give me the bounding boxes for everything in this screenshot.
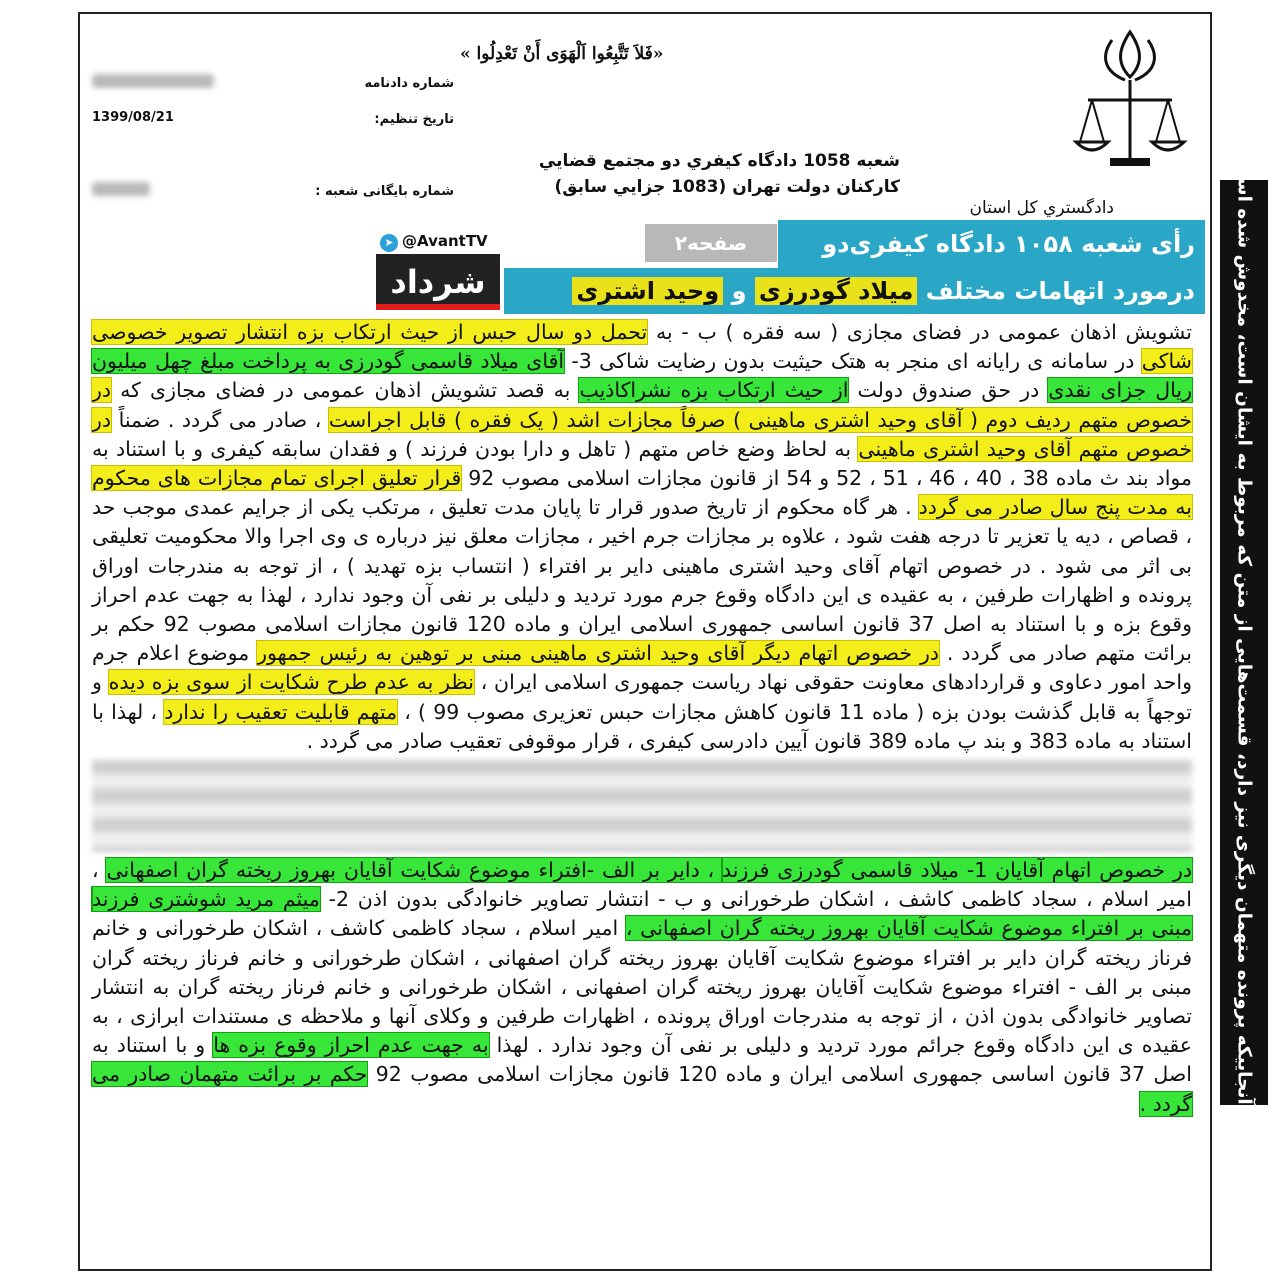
verdict-number-label: شماره دادنامه [364, 76, 454, 91]
text-run: و با استناد به اصل 37 قانون اساسی جمهوری اسلامی ایران و ماده 120 قانون مجازات اسلامی مصوب 92 [92, 1033, 1192, 1087]
redacted-verdict-number [92, 74, 214, 88]
name-ashtari: وحید اشتری [572, 277, 723, 305]
highlighted-phrase: در خصوص اتهام آقایان 1- میلاد قاسمی گودرزی فرزند [722, 858, 1192, 883]
verdict-paragraph-1 [92, 318, 1192, 756]
court-title: شعبه 1058 دادگاه كيفري دو مجتمع قضايي كاركنان دولت تهران (1083 جزايي سابق) [538, 151, 900, 197]
side-note: از آنجاییکه پرونده متهمان دیگری نیز دارد، قسمت‌هایی از متن که مربوط به ایشان است، مخدوش شده است [1233, 157, 1255, 1128]
text-run: ، صادر می گردد . ضمناً [111, 407, 329, 432]
text-run: . هر گاه محکوم از تاریخ صدور قرار تا پایان مدت تعلیق ، مرتکب یکی از جرایم عمدی موجب حد ، قصاص ، دیه یا تعزیر تا درجه هفت شود ، علاوه بر مجازات جرم اخیر ، مجازات معلق نیز درباره ی وی اجرا والا محکومیت تعلیقی بی اثر می شود . در خصوص اتهام آقای وحید اشتری ماهینی دایر بر افتراء ( انتساب بزه تهدید ) ، از توجه به مندرجات اوراق پرونده و اظهارات طرفین ، به عقیده ی این دادگاه وقوع جرم مورد تردید و دلیلی بر نفی آن وجود ندارد ، لهذا به جهت عدم احراز وقوع بزه و با استناد به اصل 37 قانون اساسی جمهوری اسلامی ایران و ماده 120 قانون مجازات اسلامی مصوب 92 حکم بر برائت متهم صادر می گردد . [92, 495, 1192, 666]
archive-number-label: شماره بایگانی شعبه : [315, 184, 454, 199]
overlay-title-line2: درمورد اتهامات مختلف میلاد گودرزی و وحید اشتری [504, 268, 1205, 314]
text-run: امیر اسلام ، سجاد کاظمی کاشف ، اشکان طرخورانی و خانم فرناز ریخته گران دایر بر افتراء موضوع شکایت آقایان بهروز ریخته گران اصفهانی ، اشکان طرخورانی و خانم فرناز ریخته گران مبنی بر الف - افتراء موضوع شکایت آقایان بهروز ریخته گران اصفهانی ، اشکان طرخورانی و خانم فرناز ریخته گران به انتشار تصاویر خانوادگی بدون اذن ، از توجه به مندرجات اوراق پرونده ، اظهارات طرفین و وکلای آنها و ملاحظه ی مستندات ابرازی ، به عقیده ی این دادگاه وقوع جرائم مورد تردید و دلیلی بر نفی آن وجود ندارد . لهذا [92, 916, 1193, 1058]
highlighted-phrase: حکم بر برائت متهمان صادر می گردد . [92, 1062, 1192, 1116]
text-run: به قصد تشویش اذهان عمومی در فضای مجازی که [111, 378, 580, 403]
text-run: به لحاظ وضع خاص متهم ( تاهل و دارا بودن فرزند ) و فقدان سابقه کیفری و با استناد به مواد بند ث ماده 38 ، 40 ، 46 ، 51 ، 52 و 54 از قانون مجازات اسلامی مصوب 92 [92, 436, 1192, 491]
redacted-archive-number [92, 182, 150, 196]
shahrdad-logo: شرداد [376, 254, 500, 310]
highlighted-phrase: آقای میلاد قاسمی گودرزی به پرداخت مبلغ چهل میلیون ریال جزای نقدی [92, 349, 1193, 403]
redacted-block [92, 760, 1192, 852]
highlighted-phrase: متهم قابلیت تعقیب را ندارد [164, 699, 398, 724]
highlighted-phrase: در خصوص متهم آقای وحید اشتری ماهینی [92, 407, 1192, 461]
justice-department: دادگستري كل استان [969, 198, 1114, 218]
highlighted-phrase: از حیث ارتکاب بزه نشراکاذیب [579, 378, 849, 403]
telegram-handle: ➤ @AvantTV [380, 232, 488, 252]
date-label: تاريخ تنظيم: [374, 112, 454, 127]
overlay-title-line1: رأی شعبه ۱۰۵۸ دادگاه کیفری‌دو [778, 220, 1205, 268]
highlighted-phrase: در خصوص متهم ردیف دوم ( آقای وحید اشتری ماهینی ) صرفاً مجازات اشد ( یک فقره ) قابل اجراست [92, 378, 1193, 432]
highlighted-phrase: مبنی بر افتراء موضوع شکایت آقایان بهروز ریخته گران اصفهانی ، [625, 916, 1192, 941]
telegram-icon: ➤ [380, 234, 398, 252]
highlighted-phrase: نظر به عدم طرح شکایت از سوی بزه دیده [108, 670, 474, 695]
text-run: در سامانه ی رایانه ای منجر به هتک حیثیت بدون رضایت شاکی 3- [564, 349, 1142, 374]
verdict-paragraph-2 [92, 856, 1192, 1119]
highlighted-phrase: تحمل دو سال حبس از حیث ارتکاب بزه انتشار تصویر خصوصی شاکی [92, 320, 1192, 374]
date-value: 1399/08/21 [92, 110, 174, 125]
text-run: تشویش اذهان عمومی در فضای مجازی ( سه فقره ) ب - به [647, 320, 1192, 344]
judiciary-emblem-icon [1070, 22, 1190, 172]
highlighted-phrase: میثم مرید شوشتری فرزند [92, 887, 320, 912]
text-run: و توجهاً به قابل گذشت بودن بزه ( ماده 11 قانون کاهش مجازات حبس تعزیری مصوب 99 ) ، [92, 670, 1192, 724]
page-tag: صفحه۲ [645, 224, 777, 262]
highlighted-phrase: ، دایر بر الف -افتراء موضوع شکایت آقایان بهروز ریخته گران اصفهانی [106, 858, 722, 883]
text-run: ، امیر اسلام ، سجاد کاظمی کاشف ، اشکان طرخورانی و ب - انتشار تصاویر خانوادگی بدون اذن 2- [92, 858, 1192, 912]
verdict-body [92, 318, 1192, 1119]
text-run: ، لهذا با استناد به ماده 383 و بند پ ماده 389 قانون آیین دادرسی کیفری ، قرار موقوفی تعقیب صادر می گردد . [92, 699, 1192, 753]
highlighted-phrase: در خصوص اتهام دیگر آقای وحید اشتری ماهینی مبنی بر توهین به رئیس جمهور [257, 641, 939, 666]
name-goudarzi: میلاد گودرزی [755, 277, 918, 305]
side-note-bar [1220, 157, 1268, 1128]
highlighted-phrase: به جهت عدم احراز وقوع بزه ها [213, 1033, 489, 1058]
highlighted-phrase: قرار تعلیق اجرای تمام مجازات های محکوم به مدت پنج سال صادر می گردد [92, 466, 1192, 520]
text-run: موضوع اعلام جرم واحد امور دعاوی و قراردادهای معاونت حقوقی نهاد ریاست جمهوری اسلامی ایران ، [92, 641, 1193, 695]
quran-verse: «فَلاَ تَتَّبِعُوا اَلْهَوَى أَنْ تَعْدِلُوا » [460, 44, 664, 64]
text-run: در حق صندوق دولت [848, 378, 1049, 403]
